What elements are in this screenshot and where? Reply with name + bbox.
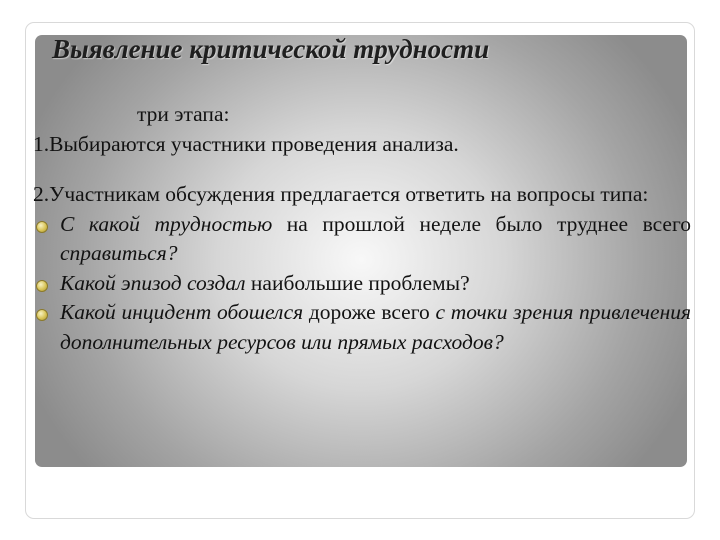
question-italic: с точки зрения привлечения дополнительных ресурсов или прямых расходов? <box>60 300 691 354</box>
question-italic: Какой эпизод создал <box>60 270 246 295</box>
intro-text: три этапа: <box>137 102 230 126</box>
question-italic: Какой инцидент обошелся <box>60 300 304 324</box>
question-item <box>33 298 691 357</box>
question-text: наибольшие проблемы? <box>245 270 470 295</box>
question-item <box>33 210 691 269</box>
question-text: на прошлой неделе было труднее всего <box>272 211 691 236</box>
question-text: дороже всего <box>303 300 436 324</box>
question-italic: справиться? <box>60 241 178 265</box>
bullet-dot-icon <box>36 280 48 292</box>
step-2-text: 2.Участникам обсуждения предлагается ответить на вопросы типа: <box>33 182 649 206</box>
question-italic: С какой трудностью <box>60 211 273 236</box>
slide-body <box>33 100 691 357</box>
question-item <box>33 269 691 299</box>
step-1-text: 1.Выбираются участники проведения анализа. <box>33 131 459 156</box>
bullet-dot-icon <box>36 309 48 321</box>
slide-title: Выявление критической трудности <box>52 34 490 64</box>
bullet-dot-icon <box>36 221 48 233</box>
